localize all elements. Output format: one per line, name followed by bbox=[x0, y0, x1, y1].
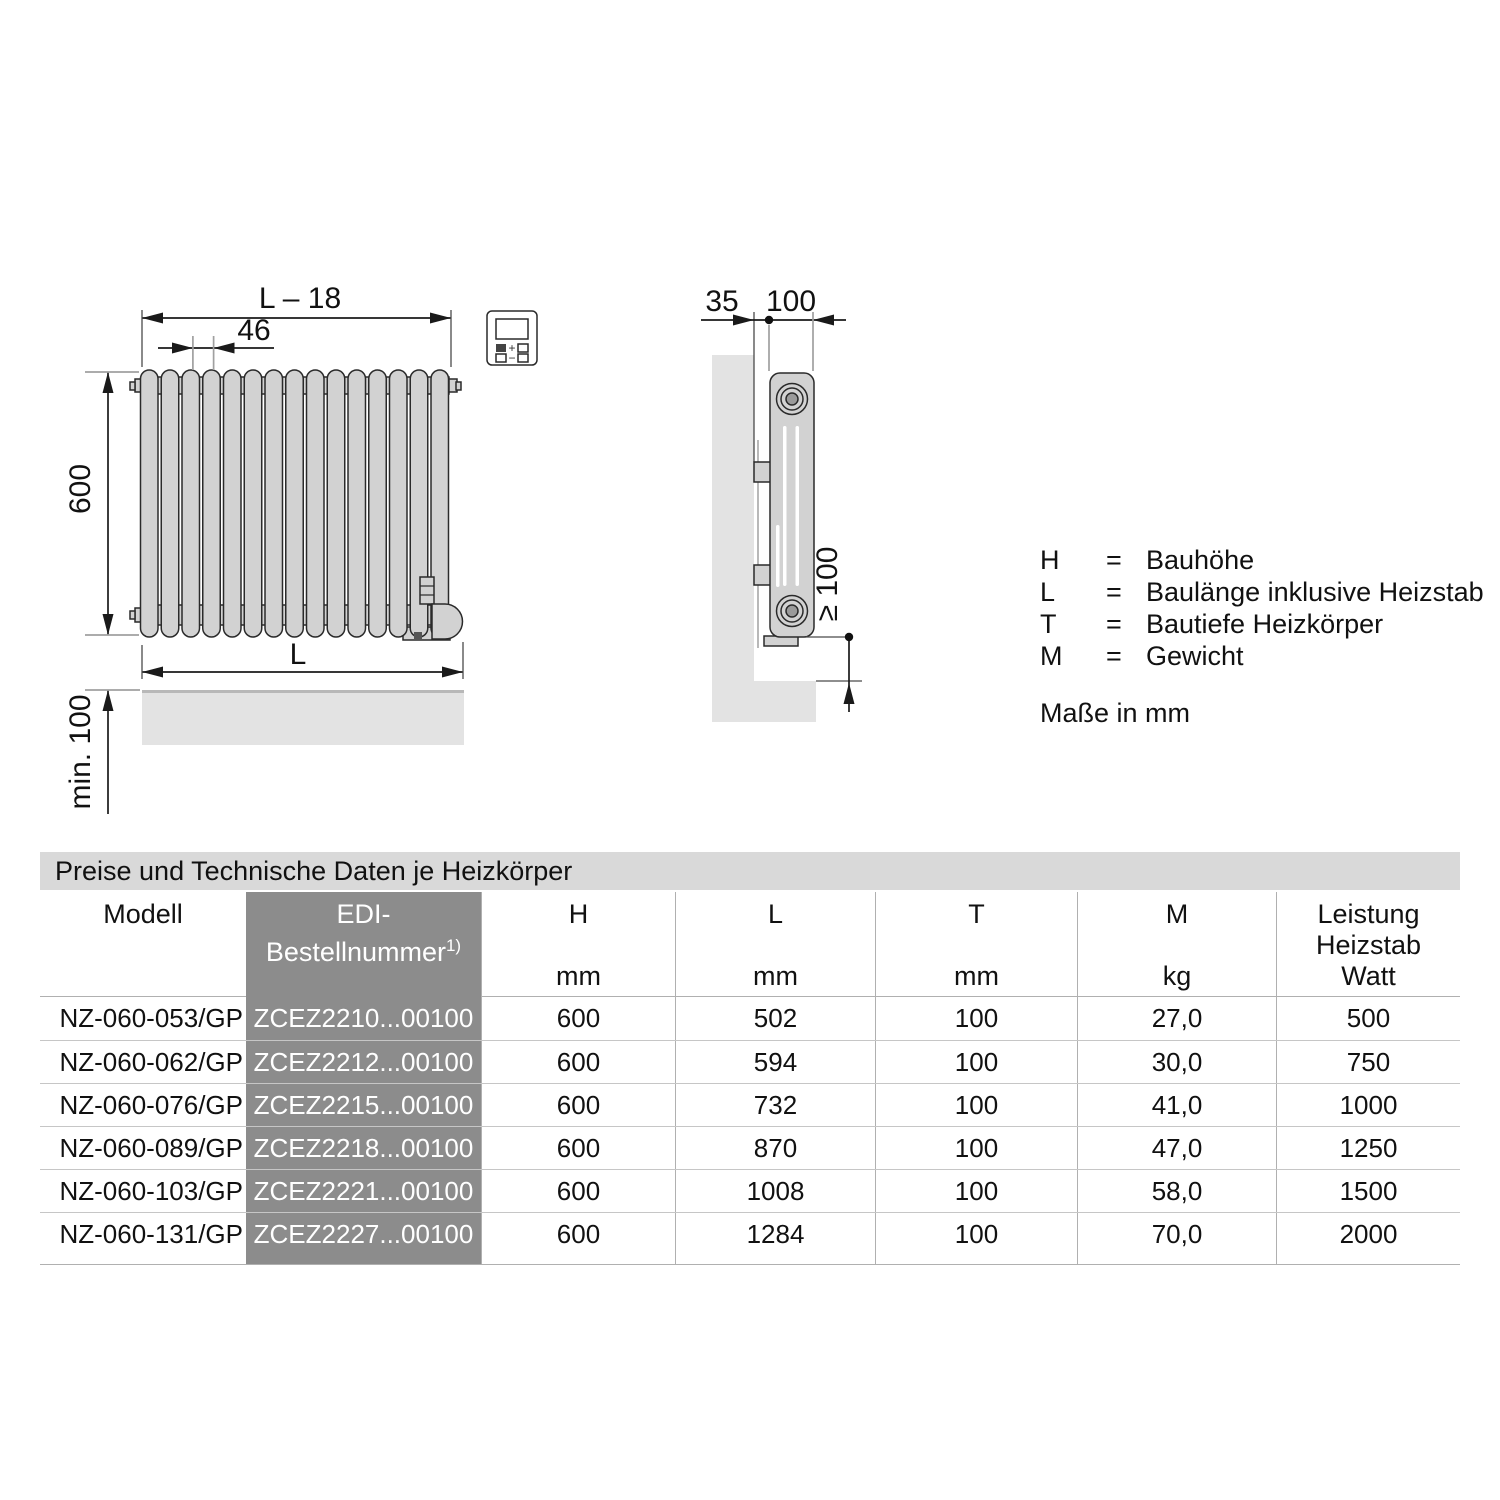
header-label: EDI- bbox=[336, 899, 391, 929]
column-header-modell bbox=[40, 892, 246, 1002]
cell-m: 47,0 bbox=[1077, 1127, 1276, 1169]
header-label: Modell bbox=[103, 899, 183, 929]
cell-edi-bestellnummer: ZCEZ2221...00100 bbox=[246, 1170, 481, 1212]
side-body bbox=[770, 373, 814, 637]
table-row bbox=[40, 1169, 1460, 1212]
legend-description: Bautiefe Heizkörper bbox=[1146, 609, 1384, 639]
legend-item bbox=[1040, 608, 1484, 640]
table-row bbox=[40, 1040, 1460, 1083]
cell-m: 27,0 bbox=[1077, 997, 1276, 1040]
legend-equals: = bbox=[1106, 577, 1122, 607]
footer-cell bbox=[481, 1255, 675, 1264]
dimension-legend bbox=[1040, 544, 1484, 729]
header-label: Bestellnummer bbox=[265, 937, 446, 967]
legend-description: Bauhöhe bbox=[1146, 545, 1255, 575]
cell-l: 870 bbox=[675, 1127, 875, 1169]
front-height-dimension-label: 600 bbox=[64, 463, 97, 515]
svg-text:−: − bbox=[508, 351, 516, 365]
footer-cell bbox=[1276, 1255, 1460, 1264]
header-label: Heizstab bbox=[1315, 930, 1422, 960]
cell-leistung: 1000 bbox=[1276, 1084, 1460, 1126]
front-cap bbox=[130, 611, 135, 619]
cell-t: 100 bbox=[875, 1170, 1077, 1212]
svg-text:+: + bbox=[508, 341, 516, 355]
footnote-marker: 1) bbox=[445, 936, 462, 955]
cell-modell: NZ-060-103/GP bbox=[59, 1175, 243, 1206]
legend-symbol: M bbox=[1040, 641, 1063, 671]
cell-t: 100 bbox=[875, 1213, 1077, 1255]
table-title: Preise und Technische Daten je Heizkörper bbox=[40, 852, 1460, 890]
front-floor-clearance-label: min. 100 bbox=[64, 694, 97, 810]
cell-leistung: 500 bbox=[1276, 997, 1460, 1040]
cell-m: 41,0 bbox=[1077, 1084, 1276, 1126]
cell-h: 600 bbox=[481, 1127, 675, 1169]
legend-item bbox=[1040, 544, 1484, 576]
cell-edi-bestellnummer: ZCEZ2218...00100 bbox=[246, 1127, 481, 1169]
legend-description: Baulänge inklusive Heizstab bbox=[1146, 577, 1484, 607]
cell-m: 30,0 bbox=[1077, 1041, 1276, 1083]
footer-cell-edi bbox=[246, 1255, 481, 1264]
header-label: T bbox=[968, 899, 985, 929]
header-label: Leistung bbox=[1317, 899, 1420, 929]
header-label: H bbox=[568, 899, 589, 929]
units-note: Maße in mm bbox=[1040, 698, 1191, 728]
legend-symbol: L bbox=[1040, 577, 1056, 607]
cell-l: 502 bbox=[675, 997, 875, 1040]
table-row bbox=[40, 1212, 1460, 1255]
header-label: L bbox=[767, 899, 784, 929]
header-label: M bbox=[1165, 899, 1189, 929]
cell-leistung: 750 bbox=[1276, 1041, 1460, 1083]
column-header-l bbox=[675, 892, 875, 1002]
footer-cell bbox=[675, 1255, 875, 1264]
cell-l: 1008 bbox=[675, 1170, 875, 1212]
cell-h: 600 bbox=[481, 997, 675, 1040]
front-width-dimension-label: L – 18 bbox=[258, 282, 342, 315]
table-row bbox=[40, 1126, 1460, 1169]
header-unit: mm bbox=[556, 961, 601, 991]
cell-l: 1284 bbox=[675, 1213, 875, 1255]
front-cap bbox=[130, 382, 135, 390]
legend-equals: = bbox=[1106, 641, 1122, 671]
cell-edi-bestellnummer: ZCEZ2210...00100 bbox=[246, 997, 481, 1040]
cell-leistung: 2000 bbox=[1276, 1213, 1460, 1255]
cell-m: 70,0 bbox=[1077, 1213, 1276, 1255]
cell-modell: NZ-060-131/GP bbox=[59, 1218, 243, 1249]
side-depth-label: 100 bbox=[765, 285, 817, 318]
cell-modell: NZ-060-062/GP bbox=[59, 1046, 243, 1077]
column-header-leistung bbox=[1276, 892, 1460, 1002]
table-header-row bbox=[40, 892, 1460, 997]
cell-h: 600 bbox=[481, 1170, 675, 1212]
legend-equals: = bbox=[1106, 609, 1122, 639]
legend-item bbox=[1040, 576, 1484, 608]
heizstab-end-cap bbox=[432, 604, 463, 639]
header-unit: kg bbox=[1162, 961, 1192, 991]
wall-bracket bbox=[754, 565, 771, 585]
cell-h: 600 bbox=[481, 1084, 675, 1126]
cell-l: 732 bbox=[675, 1084, 875, 1126]
cell-t: 100 bbox=[875, 1127, 1077, 1169]
legend-symbol: H bbox=[1040, 545, 1060, 575]
radiator-columns bbox=[141, 370, 449, 637]
cell-h: 600 bbox=[481, 1041, 675, 1083]
cell-leistung: 1500 bbox=[1276, 1170, 1460, 1212]
room-thermostat-icon bbox=[487, 311, 537, 365]
cell-modell: NZ-060-053/GP bbox=[59, 1003, 243, 1033]
cell-t: 100 bbox=[875, 1084, 1077, 1126]
cell-h: 600 bbox=[481, 1213, 675, 1255]
legend-symbol: T bbox=[1040, 609, 1057, 639]
heizstab-control-box bbox=[420, 577, 434, 604]
header-unit: mm bbox=[753, 961, 798, 991]
header-unit: mm bbox=[954, 961, 999, 991]
cell-leistung: 1250 bbox=[1276, 1127, 1460, 1169]
cell-l: 594 bbox=[675, 1041, 875, 1083]
cell-modell: NZ-060-076/GP bbox=[59, 1089, 243, 1120]
legend-item bbox=[1040, 640, 1484, 672]
front-length-dimension-label: L bbox=[289, 638, 307, 671]
front-floor-slab bbox=[142, 690, 464, 745]
footer-cell bbox=[1077, 1255, 1276, 1264]
table-footer-strip bbox=[40, 1255, 1460, 1265]
cell-m: 58,0 bbox=[1077, 1170, 1276, 1212]
price-technical-data-table bbox=[40, 852, 1460, 1265]
footer-cell bbox=[875, 1255, 1077, 1264]
side-floor-clearance-label: ≥ 100 bbox=[811, 546, 844, 622]
table-row bbox=[40, 1083, 1460, 1126]
radiator-side-view bbox=[754, 312, 814, 648]
legend-equals: = bbox=[1106, 545, 1122, 575]
radiator-front-view bbox=[130, 370, 463, 640]
side-wall-distance-label: 35 bbox=[705, 285, 739, 318]
cell-modell: NZ-060-089/GP bbox=[59, 1132, 243, 1163]
front-cap bbox=[456, 382, 461, 390]
column-header-h bbox=[481, 892, 675, 1002]
table-row bbox=[40, 997, 1460, 1040]
cell-edi-bestellnummer: ZCEZ2215...00100 bbox=[246, 1084, 481, 1126]
cell-edi-bestellnummer: ZCEZ2212...00100 bbox=[246, 1041, 481, 1083]
column-header-t bbox=[875, 892, 1077, 1002]
footer-cell bbox=[40, 1255, 246, 1264]
cell-t: 100 bbox=[875, 997, 1077, 1040]
cell-t: 100 bbox=[875, 1041, 1077, 1083]
wall-bracket bbox=[754, 462, 771, 482]
front-spacing-dimension-label: 46 bbox=[237, 314, 271, 347]
column-header-m bbox=[1077, 892, 1276, 1002]
header-unit: Watt bbox=[1341, 961, 1396, 991]
table-body bbox=[40, 997, 1460, 1255]
cell-edi-bestellnummer: ZCEZ2227...00100 bbox=[246, 1213, 481, 1255]
legend-description: Gewicht bbox=[1146, 641, 1244, 671]
heizstab-plug bbox=[414, 632, 422, 640]
column-header-edi-bestellnummer bbox=[246, 892, 481, 1002]
